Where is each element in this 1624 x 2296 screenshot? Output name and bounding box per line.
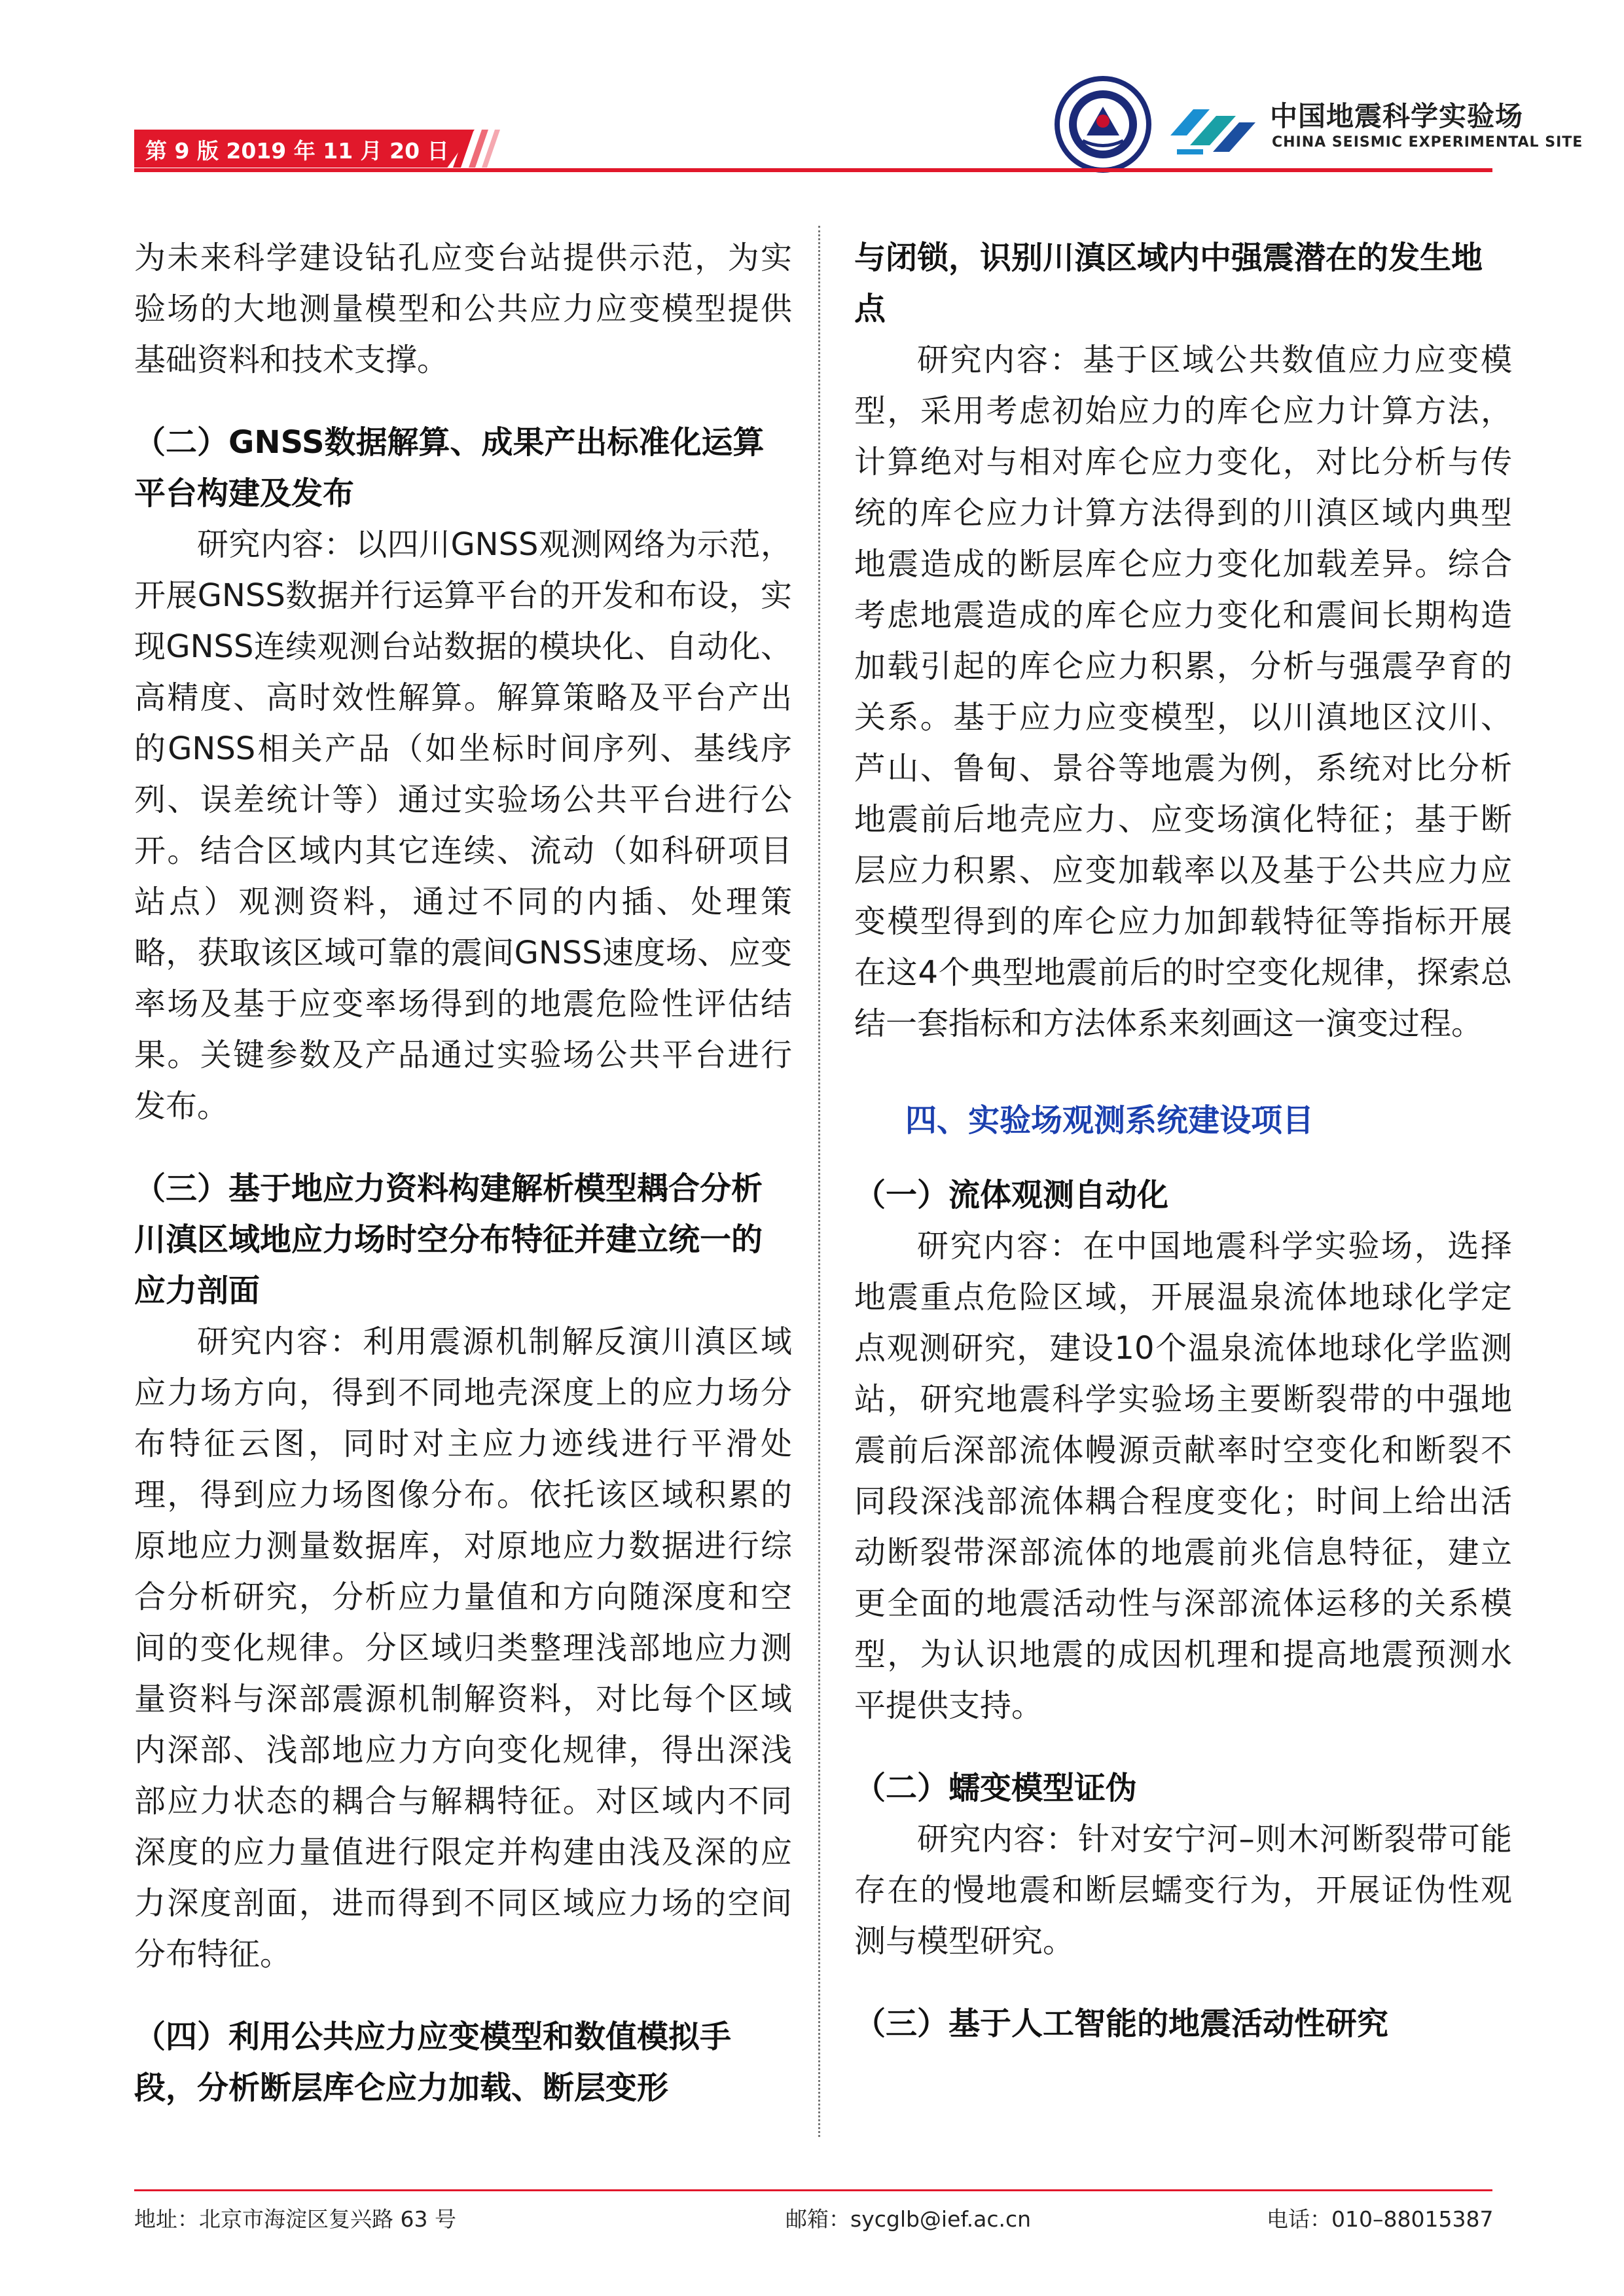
- header-rule: [134, 168, 1492, 172]
- footer-email: 邮箱：sycglb@ief.ac.cn: [785, 2206, 1032, 2232]
- footer-address: 地址：北京市海淀区复兴路 63 号: [134, 2206, 456, 2232]
- institute-seal-icon: [1054, 75, 1152, 173]
- column-divider: [818, 226, 820, 2137]
- left-column: [134, 232, 792, 2113]
- right-column: [854, 232, 1512, 2049]
- footer-rule: [134, 2189, 1492, 2191]
- brand-name-en: CHINA SEISMIC EXPERIMENTAL SITE: [1272, 134, 1583, 151]
- paragraph: 研究内容：在中国地震科学实验场，选择地震重点危险区域，开展温泉流体地球化学定点观测研究，建设10个温泉流体地球化学监测站，研究地震科学实验场主要断裂带的中强地震前后深部流体幔源贡献率时空变化和断裂不同段深浅部流体耦合程度变化；时间上给出活动断裂带深部流体的地震前兆信息特征，建立更全面的地震活动性与深部流体运移的关系模型，为认识地震的成因机理和提高地震预测水平提供支持。: [854, 1228, 1512, 1724]
- subsection-heading: （三）基于人工智能的地震活动性研究: [854, 2005, 1389, 2042]
- footer-phone: 电话：010–88015387: [1267, 2206, 1494, 2232]
- paragraph: 研究内容：利用震源机制解反演川滇区域应力场方向，得到不同地壳深度上的应力场分布特征云图，同时对主应力迹线进行平滑处理，得到应力场图像分布。依托该区域积累的原地应力测量数据库，对原地应力数据进行综合分析研究，分析应力量值和方向随深度和空间的变化规律。分区域归类整理浅部地应力测量资料与深部震源机制解资料，对比每个区域内深部、浅部地应力方向变化规律，得出深浅部应力状态的耦合与解耦特征。对区域内不同深度的应力量值进行限定并构建由浅及深的应力深度剖面，进而得到不同区域应力场的空间分布特征。: [134, 1323, 792, 1973]
- subsection-heading: （一）流体观测自动化: [854, 1177, 1169, 1213]
- subsection-heading: （二）蠕变模型证伪: [854, 1770, 1138, 1806]
- paragraph: 研究内容：基于区域公共数值应力应变模型，采用考虑初始应力的库仑应力计算方法，计算绝对与相对库仑应力变化，对比分析与传统的库仑应力计算方法得到的川滇区域内典型地震造成的断层库仑应力变化加载差异。综合考虑地震造成的库仑应力变化和震间长期构造加载引起的库仑应力积累，分析与强震孕育的关系。基于应力应变模型，以川滇地区汶川、芦山、鲁甸、景谷等地震为例，系统对比分析地震前后地壳应力、应变场演化特征；基于断层应力积累、应变加载率以及基于公共应力应变模型得到的库仑应力加卸载特征等指标开展在这4个典型地震前后的时空变化规律，探索总结一套指标和方法体系来刻画这一演变过程。: [854, 342, 1512, 1042]
- header-stripes: [452, 130, 517, 168]
- subsection-heading: （二）GNSS数据解算、成果产出标准化运算平台构建及发布: [134, 424, 765, 512]
- paragraph: 为未来科学建设钻孔应变台站提供示范，为实验场的大地测量模型和公共应力应变模型提供基础资料和技术支撑。: [134, 240, 792, 378]
- paragraph: 研究内容：针对安宁河–则木河断裂带可能存在的慢地震和断层蠕变行为，开展证伪性观测与模型研究。: [854, 1821, 1512, 1960]
- csel-logo-icon: [1164, 90, 1262, 162]
- section-title: 四、实验场观测系统建设项目: [905, 1102, 1314, 1139]
- brand-name-cn: 中国地震科学实验场: [1270, 100, 1524, 132]
- issue-date-label: 第 9 版 2019 年 11 月 20 日: [145, 138, 449, 164]
- subsection-heading: （四）利用公共应力应变模型和数值模拟手段，分析断层库仑应力加载、断层变形: [134, 2018, 732, 2106]
- subsection-heading-continued: 与闭锁，识别川滇区域内中强震潜在的发生地点: [854, 240, 1483, 327]
- subsection-heading: （三）基于地应力资料构建解析模型耦合分析川滇区域地应力场时空分布特征并建立统一的应力剖面: [134, 1170, 763, 1309]
- paragraph: 研究内容：以四川GNSS观测网络为示范，开展GNSS数据并行运算平台的开发和布设，实现GNSS连续观测台站数据的模块化、自动化、高精度、高时效性解算。解算策略及平台产出的GNSS相关产品（如坐标时间序列、基线序列、误差统计等）通过实验场公共平台进行公开。结合区域内其它连续、流动（如科研项目站点）观测资料，通过不同的内插、处理策略，获取该区域可靠的震间GNSS速度场、应变率场及基于应变率场得到的地震危险性评估结果。关键参数及产品通过实验场公共平台进行发布。: [134, 526, 792, 1124]
